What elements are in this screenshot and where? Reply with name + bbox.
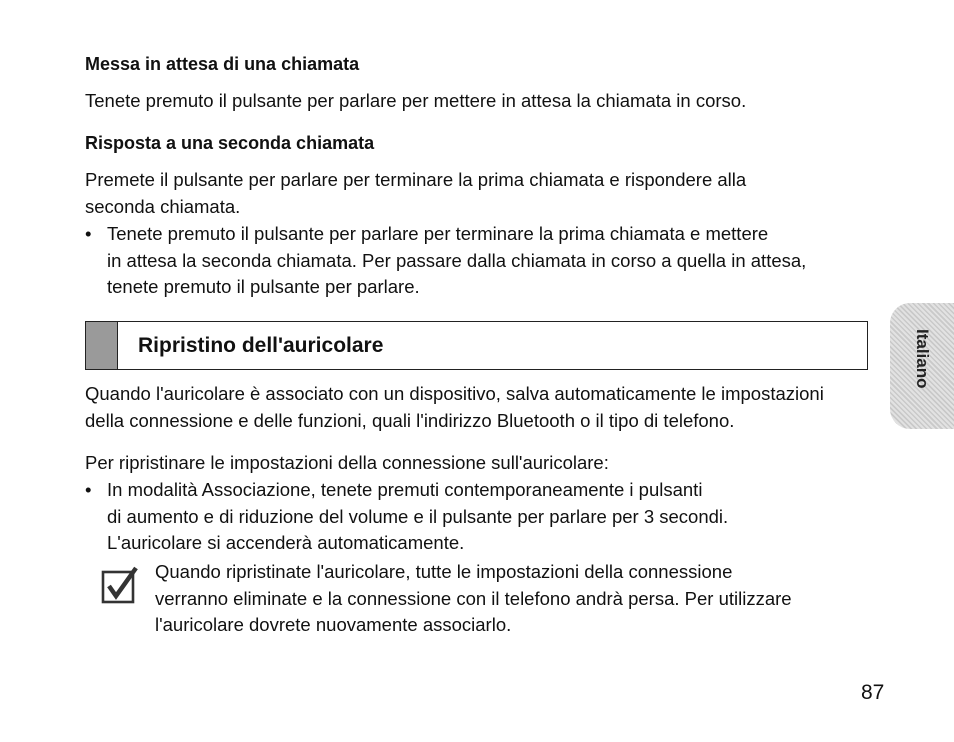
section-header-stripe — [86, 322, 118, 369]
bullet-dot: • — [85, 223, 92, 244]
bullet-line: L'auricolare si accenderà automaticamente. — [107, 532, 465, 553]
bullet-line: tenete premuto il pulsante per parlare. — [107, 276, 420, 297]
page-number: 87 — [861, 681, 885, 704]
paragraph-second-call — [85, 167, 875, 220]
paragraph-reset-how: Per ripristinare le impostazioni della connessione sull'auricolare: — [85, 452, 609, 473]
note-line: l'auricolare dovrete nuovamente associarlo. — [155, 614, 512, 635]
paragraph-reset-intro — [85, 381, 875, 434]
section-header-box — [85, 321, 868, 370]
bullet-line: Tenete premuto il pulsante per parlare per terminare la prima chiamata e mettere — [107, 223, 769, 244]
note-text — [155, 559, 875, 639]
paragraph-line: Quando l'auricolare è associato con un dispositivo, salva automaticamente le impostazioni — [85, 383, 824, 404]
checkbox-note-icon — [101, 566, 139, 604]
heading-call-hold: Messa in attesa di una chiamata — [85, 54, 360, 74]
bullet-text — [107, 221, 877, 301]
paragraph-line: seconda chiamata. — [85, 195, 241, 217]
language-side-tab — [890, 303, 954, 429]
checkbox-note-icon-graphic — [101, 566, 139, 604]
heading-second-call: Risposta a una seconda chiamata — [85, 133, 375, 153]
section-title: Ripristino dell'auricolare — [138, 334, 384, 357]
paragraph-call-hold: Tenete premuto il pulsante per parlare per mettere in attesa la chiamata in corso. — [85, 90, 747, 111]
language-tab-label: Italiano — [913, 329, 932, 389]
bullet-line: In modalità Associazione, tenete premuti contemporaneamente i pulsanti — [107, 479, 703, 500]
bullet-line: di aumento e di riduzione del volume e il pulsante per parlare per 3 secondi. — [107, 505, 729, 527]
paragraph-line: Premete il pulsante per parlare per terminare la prima chiamata e rispondere alla — [85, 169, 747, 190]
note-line: verranno eliminate e la connessione con il telefono andrà persa. Per utilizzare — [155, 587, 792, 609]
bullet-line: in attesa la seconda chiamata. Per passare dalla chiamata in corso a quella in attesa, — [107, 249, 807, 271]
bullet-text — [107, 477, 877, 557]
paragraph-line: della connessione e delle funzioni, quali l'indirizzo Bluetooth o il tipo di telefono. — [85, 409, 735, 431]
bullet-dot: • — [85, 479, 92, 500]
note-line: Quando ripristinate l'auricolare, tutte le impostazioni della connessione — [155, 561, 733, 582]
